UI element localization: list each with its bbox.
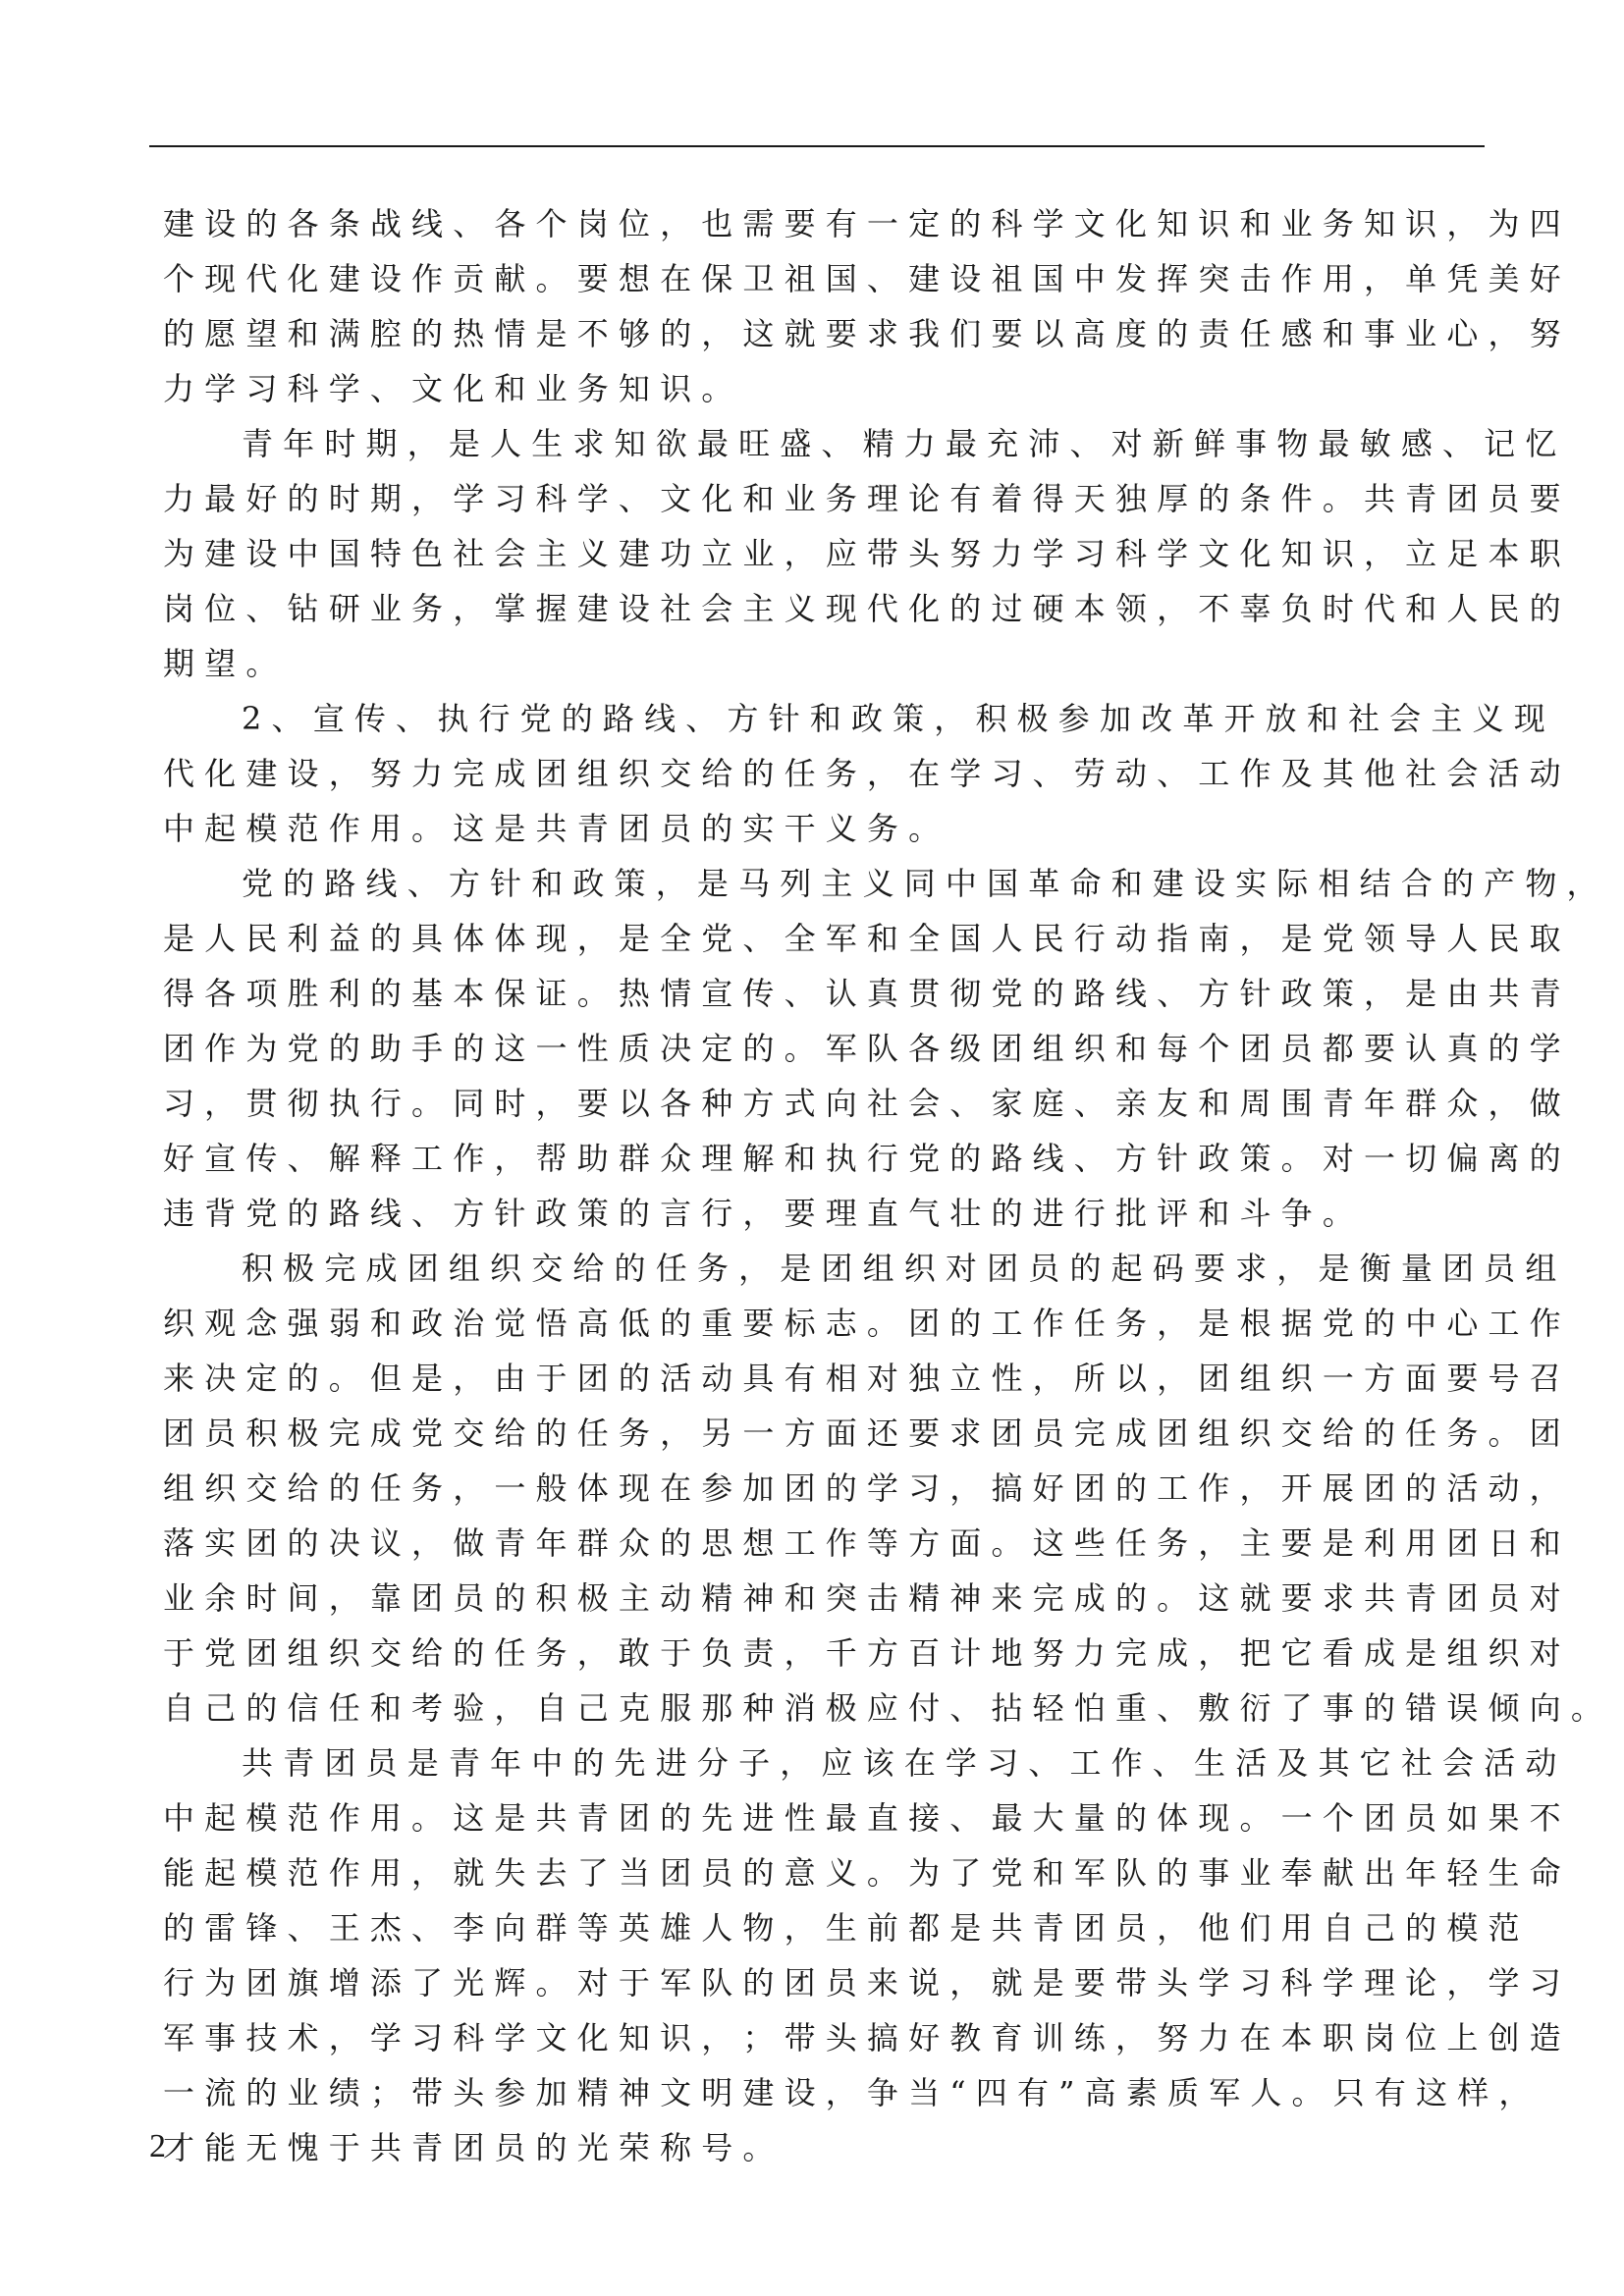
text-line: 共 青 团 员 是 青 年 中 的 先 进 分 子 ， 应 该 在 学 习 、 工 作 、 生 活 及 其 它 社 会 活 动 [242,1744,1557,1782]
text-line: 的 雷 锋 、 王 杰 、 李 向 群 等 英 雄 人 物 ， 生 前 都 是 共 青 团 员 ， 他 们 用 自 己 的 模 范 [163,1909,1520,1947]
text-line: 组 织 交 给 的 任 务 ， 一 般 体 现 在 参 加 团 的 学 习 ， 搞 好 团 的 工 作 ， 开 展 团 的 活 动 ， [163,1469,1561,1507]
text-line: 团 员 积 极 完 成 党 交 给 的 任 务 ， 另 一 方 面 还 要 求 团 员 完 成 团 组 织 交 给 的 任 务 。 团 [163,1415,1561,1452]
text-line: 业 余 时 间 ， 靠 团 员 的 积 极 主 动 精 神 和 突 击 精 神 来 完 成 的 。 这 就 要 求 共 青 团 员 对 [163,1579,1561,1617]
text-line: 于 党 团 组 织 交 给 的 任 务 ， 敢 于 负 责 ， 千 方 百 计 地 努 力 完 成 ， 把 它 看 成 是 组 织 对 [163,1634,1561,1672]
text-line: 期 望 。 [163,645,278,682]
paragraph [163,856,1598,1241]
paragraph [163,1735,1561,2175]
text-line: 是 人 民 利 益 的 具 体 体 现 ， 是 全 党 、 全 军 和 全 国 人 民 行 动 指 南 ， 是 党 领 导 人 民 取 [163,920,1561,957]
text-line: 违 背 党 的 路 线 、 方 针 政 策 的 言 行 ， 要 理 直 气 壮 的 进 行 批 评 和 斗 争 。 [163,1195,1354,1232]
text-line: 中 起 模 范 作 用 。 这 是 共 青 团 的 先 进 性 最 直 接 、 最 大 量 的 体 现 。 一 个 团 员 如 果 不 [163,1799,1561,1837]
paragraph [163,416,1561,691]
text-line: 习 ， 贯 彻 执 行 。 同 时 ， 要 以 各 种 方 式 向 社 会 、 家 庭 、 亲 友 和 周 围 青 年 群 众 ， 做 [163,1085,1561,1122]
document-body [163,196,1602,2175]
text-line: 2 、 宣 传 、 执 行 党 的 路 线 、 方 针 和 政 策 ， 积 极 参 加 改 革 开 放 和 社 会 主 义 现 [242,700,1545,737]
text-line: 建 设 的 各 条 战 线 、 各 个 岗 位 ， 也 需 要 有 一 定 的 科 学 文 化 知 识 和 业 务 知 识 ， 为 四 [163,205,1561,242]
page-number: 2 [149,2128,166,2164]
text-line: 能 起 模 范 作 用 ， 就 失 去 了 当 团 员 的 意 义 。 为 了 党 和 军 队 的 事 业 奉 献 出 年 轻 生 命 [163,1854,1561,1892]
paragraph [163,196,1561,416]
text-line: 党 的 路 线 、 方 针 和 政 策 ， 是 马 列 主 义 同 中 国 革 命 和 建 设 实 际 相 结 合 的 产 物 ， [242,865,1598,902]
header-rule [149,145,1485,147]
paragraph [163,1241,1602,1735]
text-line: 青 年 时 期 ， 是 人 生 求 知 欲 最 旺 盛 、 精 力 最 充 沛 、 对 新 鲜 事 物 最 敏 感 、 记 忆 [242,425,1557,462]
text-line: 为 建 设 中 国 特 色 社 会 主 义 建 功 立 业 ， 应 带 头 努 力 学 习 科 学 文 化 知 识 ， 立 足 本 职 [163,535,1561,572]
text-line: 力 最 好 的 时 期 ， 学 习 科 学 、 文 化 和 业 务 理 论 有 着 得 天 独 厚 的 条 件 。 共 青 团 员 要 [163,480,1561,517]
text-line: 中 起 模 范 作 用 。 这 是 共 青 团 员 的 实 干 义 务 。 [163,810,941,847]
text-line: 行 为 团 旗 增 添 了 光 辉 。 对 于 军 队 的 团 员 来 说 ， 就 是 要 带 头 学 习 科 学 理 论 ， 学 习 [163,1964,1561,2002]
text-line: 落 实 团 的 决 议 ， 做 青 年 群 众 的 思 想 工 作 等 方 面 。 这 些 任 务 ， 主 要 是 利 用 团 日 和 [163,1524,1561,1562]
text-line: 好 宣 传 、 解 释 工 作 ， 帮 助 群 众 理 解 和 执 行 党 的 路 线 、 方 针 政 策 。 对 一 切 偏 离 的 [163,1140,1561,1177]
text-line: 积 极 完 成 团 组 织 交 给 的 任 务 ， 是 团 组 织 对 团 员 的 起 码 要 求 ， 是 衡 量 团 员 组 [242,1250,1557,1287]
text-line: 的 愿 望 和 满 腔 的 热 情 是 不 够 的 ， 这 就 要 求 我 们 要 以 高 度 的 责 任 感 和 事 业 心 ， 努 [163,315,1561,352]
text-line: 个 现 代 化 建 设 作 贡 献 。 要 想 在 保 卫 祖 国 、 建 设 祖 国 中 发 挥 突 击 作 用 ， 单 凭 美 好 [163,260,1561,297]
text-line: 织 观 念 强 弱 和 政 治 觉 悟 高 低 的 重 要 标 志 。 团 的 工 作 任 务 ， 是 根 据 党 的 中 心 工 作 [163,1305,1561,1342]
text-line: 团 作 为 党 的 助 手 的 这 一 性 质 决 定 的 。 军 队 各 级 团 组 织 和 每 个 团 员 都 要 认 真 的 学 [163,1030,1561,1067]
paragraph [163,691,1561,856]
text-line: 军 事 技 术 ， 学 习 科 学 文 化 知 识 ， ； 带 头 搞 好 教 育 训 练 ， 努 力 在 本 职 岗 位 上 创 造 [163,2019,1561,2056]
text-line: 代 化 建 设 ， 努 力 完 成 团 组 织 交 给 的 任 务 ， 在 学 习 、 劳 动 、 工 作 及 其 他 社 会 活 动 [163,755,1561,792]
text-line: 得 各 项 胜 利 的 基 本 保 证 。 热 情 宣 传 、 认 真 贯 彻 党 的 路 线 、 方 针 政 策 ， 是 由 共 青 [163,975,1561,1012]
text-line: 才 能 无 愧 于 共 青 团 员 的 光 荣 称 号 。 [163,2129,775,2166]
text-line: 一 流 的 业 绩 ； 带 头 参 加 精 神 文 明 建 设 ， 争 当 “ 四 有 ” 高 素 质 军 人 。 只 有 这 样 ， [163,2074,1531,2111]
text-line: 力 学 习 科 学 、 文 化 和 业 务 知 识 。 [163,370,733,407]
text-line: 岗 位 、 钻 研 业 务 ， 掌 握 建 设 社 会 主 义 现 代 化 的 过 硬 本 领 ， 不 辜 负 时 代 和 人 民 的 [163,590,1561,627]
text-line: 自 己 的 信 任 和 考 验 ， 自 己 克 服 那 种 消 极 应 付 、 拈 轻 怕 重 、 敷 衍 了 事 的 错 误 倾 向 。 [163,1689,1602,1727]
text-line: 来 决 定 的 。 但 是 ， 由 于 团 的 活 动 具 有 相 对 独 立 性 ， 所 以 ， 团 组 织 一 方 面 要 号 召 [163,1360,1561,1397]
